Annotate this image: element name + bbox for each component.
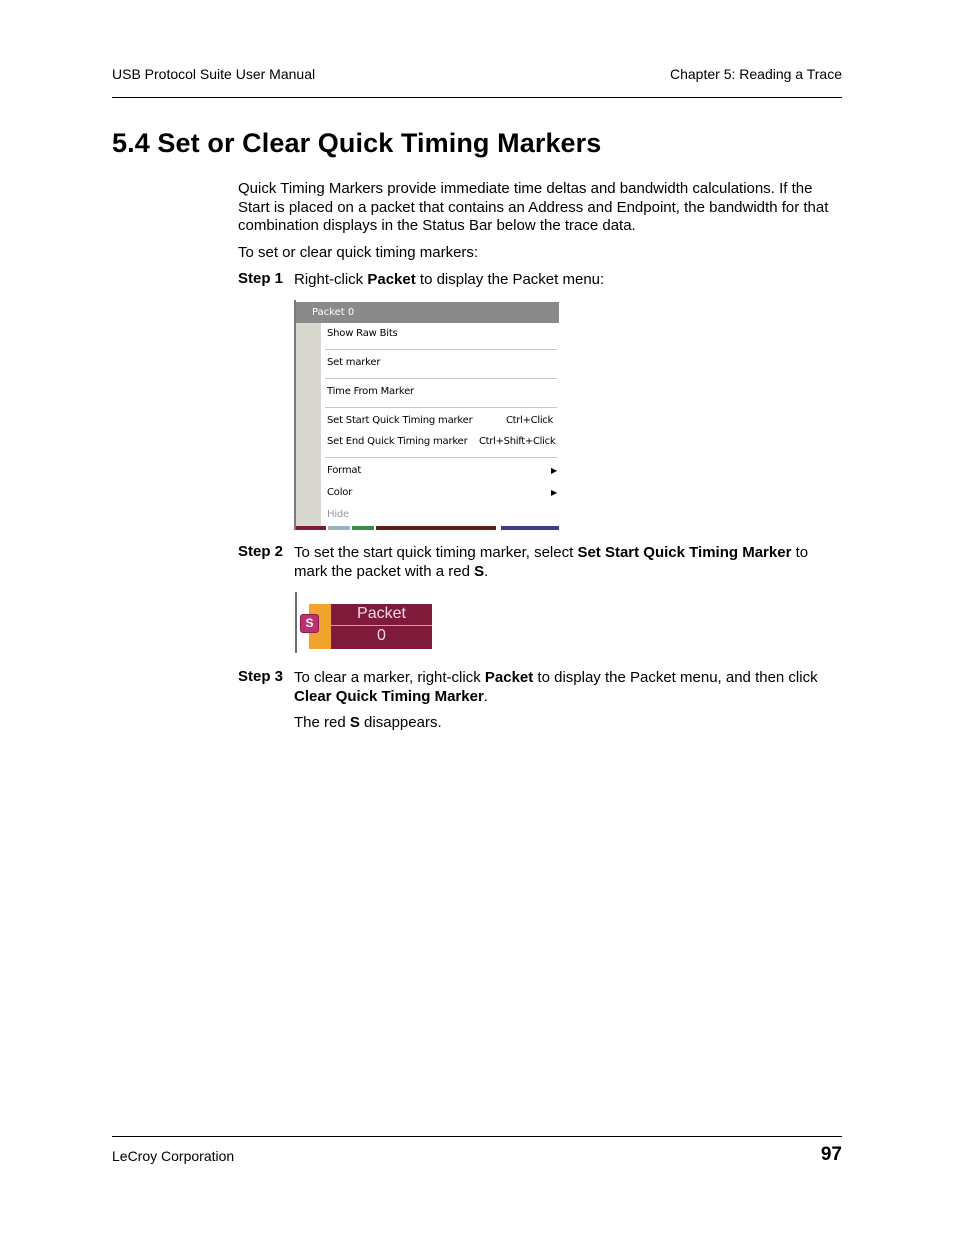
step-2-text-part: . [484, 563, 489, 580]
menu-title: Packet 0 [296, 302, 559, 323]
step-2-label: Step 2 [238, 543, 284, 560]
step-3-note-part: The red [294, 714, 350, 731]
step-1-bold-packet: Packet [367, 271, 416, 288]
footer-company: LeCroy Corporation [112, 1148, 235, 1164]
section-title: 5.4 Set or Clear Quick Timing Markers [112, 128, 602, 158]
packet-cell-image [295, 592, 433, 653]
menu-item-format[interactable]: Format [327, 465, 362, 476]
step-3-label: Step 3 [238, 668, 284, 685]
step-1-text [294, 270, 842, 289]
menu-separator [325, 407, 557, 408]
header-manual-title: USB Protocol Suite User Manual [112, 66, 316, 82]
step-2-bold-menu-item: Set Start Quick Timing Marker [577, 544, 792, 561]
step-3-note-part: disappears. [359, 714, 442, 731]
packet-number: 0 [377, 627, 386, 644]
intro-lead-in: To set or clear quick timing markers: [238, 244, 479, 261]
step-1-label: Step 1 [238, 270, 284, 287]
submenu-arrow-icon: ▶ [551, 466, 558, 475]
menu-separator [325, 457, 557, 458]
menu-item-hide: Hide [327, 509, 349, 520]
step-3-note-bold-s: S [349, 714, 360, 731]
step-3-text-part: . [483, 688, 488, 705]
start-marker-icon: S [300, 614, 319, 633]
menu-separator [325, 378, 557, 379]
shortcut-ctrl-click: Ctrl+Click [506, 415, 554, 426]
menu-item-set-end-quick-timing-marker[interactable]: Set End Quick Timing marker [327, 436, 468, 447]
step-1-text-part: Right-click [294, 271, 368, 288]
step-2-text-part: to mark the packet with a red [294, 544, 809, 580]
page-number: 97 [820, 1144, 842, 1165]
packet-label: Packet [357, 605, 406, 622]
step-3-bold-clear-marker: Clear Quick Timing Marker [294, 688, 484, 705]
step-2-text [294, 543, 842, 581]
step-2-bold-s: S [474, 563, 485, 580]
intro-paragraph: Quick Timing Markers provide immediate time deltas and bandwidth calculations. If the Start is placed on a packet that contains an Address and Endpoint, the bandwidth for that combination displays in the Status Bar below the trace data. [238, 180, 829, 234]
shortcut-ctrl-shift-click: Ctrl+Shift+Click [479, 436, 556, 447]
trace-strip-behind-menu [296, 526, 559, 530]
menu-item-set-marker[interactable]: Set marker [327, 357, 381, 368]
step-2-text-part: To set the start quick timing marker, select [294, 544, 578, 561]
step-3-bold-packet: Packet [484, 669, 534, 686]
step-1-text-part: to display the Packet menu: [415, 271, 605, 288]
packet-context-menu [294, 300, 559, 530]
footer-rule [112, 1136, 842, 1137]
menu-item-time-from-marker[interactable]: Time From Marker [327, 386, 414, 397]
header-rule [112, 97, 842, 98]
menu-item-color[interactable]: Color [327, 487, 353, 498]
menu-item-set-start-quick-timing-marker[interactable]: Set Start Quick Timing marker [327, 415, 473, 426]
menu-icon-gutter [296, 323, 321, 530]
step-3-text-part: to display the Packet menu, and then click [533, 669, 818, 686]
step-3-text [294, 668, 842, 706]
submenu-arrow-icon: ▶ [551, 488, 558, 497]
header-chapter: Chapter 5: Reading a Trace [670, 66, 842, 82]
menu-separator [325, 349, 557, 350]
step-3-text-part: To clear a marker, right-click [294, 669, 485, 686]
menu-item-show-raw-bits[interactable]: Show Raw Bits [327, 328, 398, 339]
packet-cell-divider [331, 625, 432, 626]
step-3-note [294, 713, 842, 732]
